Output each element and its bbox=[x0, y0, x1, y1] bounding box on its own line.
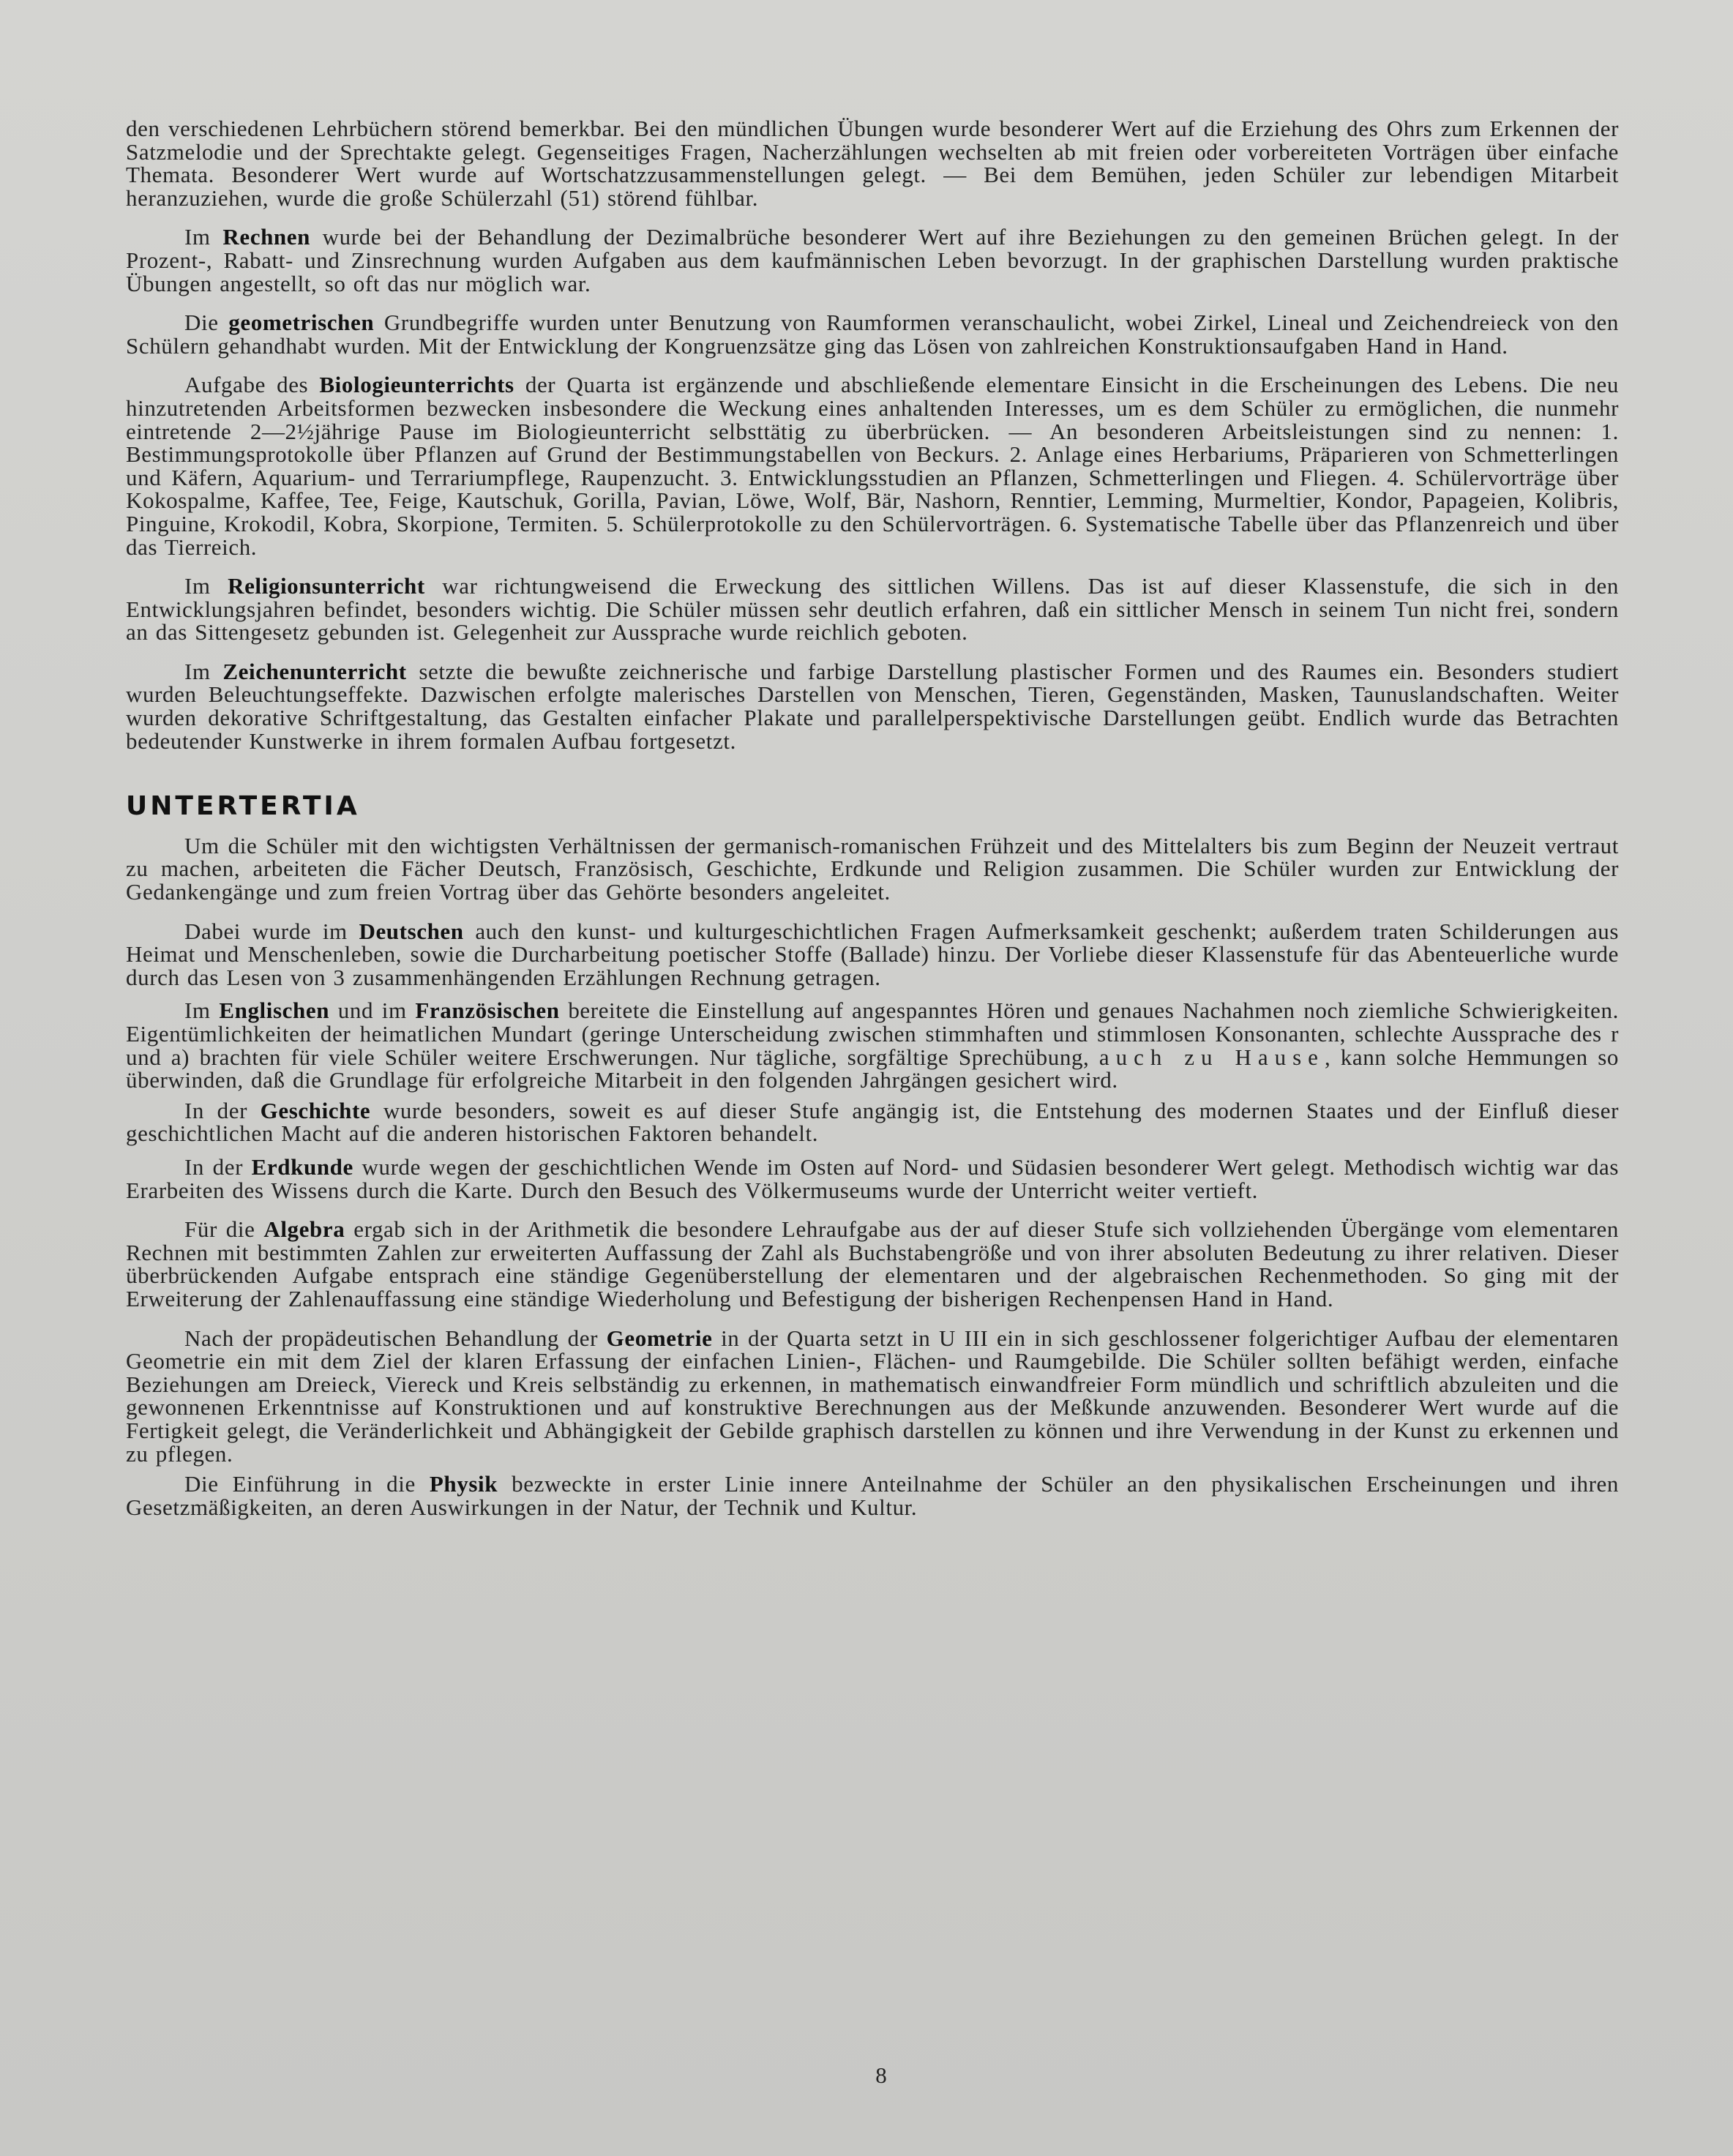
paragraph-geschichte: In der Geschichte wurde besonders, soweit es auf dieser Stufe angängig ist, die Entstehung des modernen Staates und der Einfluß dieser geschichtlichen Macht auf die anderen historischen Faktoren behandelt. bbox=[126, 1097, 1620, 1147]
paragraph-erdkunde: In der Erdkunde wurde wegen der geschichtlichen Wende im Osten auf Nord- und Südasien besonderer Wert gelegt. Methodisch wichtig war das Erarbeiten des Wissens durch die Karte. Durch den Besuch des Völkermuseums wurde der Unterricht weiter vertieft. bbox=[126, 1153, 1620, 1203]
subject-keyword: Algebra bbox=[263, 1216, 345, 1243]
paragraph-zeichnen: Im Zeichenunterricht setzte die bewußte zeichnerische und farbige Darstellung plastischer Formen und des Raumes ein. Besonders studiert wurden Beleuchtungseffekte. Dazwischen erfolgte malerisches Darstellen von Menschen, Tieren, Gegenständen, Masken, Taunuslandschaften. Weiter wurden dekorative Schriftgestaltung, das Gestalten einfacher Plakate und parallelperspektivische Darstellungen geübt. Endlich wurde das Betrachten bedeutender Kunstwerke in ihrem formalen Aufbau fortgesetzt. bbox=[126, 658, 1619, 754]
paragraph-sprachen: Im Englischen und im Französischen bereitete die Einstellung auf angespanntes Hören und genaues Nachahmen noch ziemliche Schwierigkeiten. Eigentümlichkeiten der heimatlichen Mundart (geringe Unterscheidung zwischen stimmhaften und stimmlosen Konsonanten, schlechte Aussprache des r und a) brachten für viele Schüler weitere Erschwerungen. Nur tägliche, sorgfältige Sprechübung, auch zu Hause, kann solche Hemmungen so überwinden, daß die Grundlage für erfolgreiche Mitarbeit in den folgenden Jahrgängen gesichert wird. bbox=[126, 997, 1620, 1093]
paragraph-intro-untertertia bbox=[126, 834, 1619, 904]
page-body bbox=[126, 117, 1619, 1535]
subject-keyword: Geschichte bbox=[260, 1097, 371, 1123]
subject-keyword: Physik bbox=[429, 1471, 498, 1497]
emphasized-text: auch zu Hause bbox=[1098, 1044, 1325, 1070]
subject-keyword: Rechnen bbox=[222, 224, 310, 250]
subject-keyword: Zeichenunterricht bbox=[222, 658, 407, 684]
subject-keyword: Französischen bbox=[415, 997, 560, 1024]
paragraph-geometrie: Nach der propädeutischen Behandlung der Geometrie in der Quarta setzt in U III ein in sich geschlossener folgerichtiger Aufbau der elementaren Geometrie ein mit dem Ziel der klaren Erfassung der einfachen Linien-, Flächen- und Raumgebilde. Die Schüler sollten befähigt werden, einfache Beziehungen am Dreieck, Viereck und Kreis selbständig zu erkennen, in mathematisch einwandfreier Form mündlich und schriftlich abzuleiten und die gewonnenen Erkenntnisse auf Konstruktionen und auf konstruktive Berechnungen aus der Meßkunde anzuwenden. Besonderer Wert wurde auf die Fertigkeit gelegt, die Veränderlichkeit und Abhängigkeit der Gebilde graphisch darstellen zu können und ihre Verwendung in der Kunst zu erkennen und zu pflegen. bbox=[126, 1325, 1620, 1467]
subject-keyword: Erdkunde bbox=[251, 1153, 353, 1180]
paragraph-biologie: Aufgabe des Biologieunterrichts der Quarta ist ergänzende und abschließende elementare Einsicht in die Erscheinungen des Lebens. Die neu hinzutretenden Arbeitsformen bezwecken insbesondere die Weckung eines anhaltenden Interesses, um es dem Schüler zu ermöglichen, die nunmehr eintretende 2—2½jährige Pause im Biologieunterricht selbsttätig zu überbrücken. — An besonderen Arbeitsleistungen sind zu nennen: 1. Bestimmungsprotokolle über Pflanzen auf Grund der Bestimmungstabellen von Beckurs. 2. Anlage eines Herbariums, Präparieren von Schmetterlingen und Käfern, Aquarium- und Terrariumpflege, Raupenzucht. 3. Entwicklungsstudien an Pflanzen, Schmetterlingen und Fliegen. 4. Schülervorträge über Kokospalme, Kaffee, Tee, Feige, Kautschuk, Gorilla, Pavian, Löwe, Wolf, Bär, Nashorn, Renntier, Lemming, Murmeltier, Kondor, Papageien, Kolibris, Pinguine, Krokodil, Kobra, Skorpione, Termiten. 5. Schülerprotokolle zu den Schülervorträgen. 6. Systematische Tabelle über das Pflanzenreich und über das Tierreich. bbox=[126, 372, 1619, 560]
section-heading: UNTERTERTIA bbox=[126, 791, 360, 822]
subject-keyword: Religionsunterricht bbox=[228, 573, 425, 599]
subject-keyword: Geometrie bbox=[606, 1325, 713, 1351]
paragraph-text: Um die Schüler mit den wichtigsten Verhältnissen der germanisch-romanischen Frühzeit und des Mittelalters bis zum Beginn der Neuzeit vertraut zu machen, arbeiteten die Fächer Deutsch, Französisch, Geschichte, Erdkunde und Religion zusammen. Die Schüler wurden zur Entwicklung der Gedankengänge und zum freien Vortrag über das Gehörte besonders angeleitet. bbox=[126, 832, 1619, 905]
paragraph-text: den verschiedenen Lehrbüchern störend bemerkbar. Bei den mündlichen Übungen wurde besonderer Wert auf die Erziehung des Ohrs zum Erkennen der Satzmelodie und der Sprechtakte gelegt. Gegenseitiges Fragen, Nacherzählungen wechselten ab mit freien oder vorbereiteten Vorträgen über einfache Themata. Besonderer Wert wurde auf Wortschatzzusammenstellungen gelegt. — Bei dem Bemühen, jeden Schüler zur lebendigen Mitarbeit heranzuziehen, wurde die große Schülerzahl (51) störend fühlbar. bbox=[126, 116, 1619, 211]
page-number: 8 bbox=[875, 2062, 887, 2088]
paragraph-geometrie-quarta: Die geometrischen Grundbegriffe wurden unter Benutzung von Raumformen veranschaulicht, wobei Zirkel, Lineal und Zeichendreieck von den Schülern gehandhabt wurden. Mit der Entwicklung der Kongruenzsätze ging das Lösen von zahlreichen Konstruktionsaufgaben Hand in Hand. bbox=[126, 310, 1619, 359]
paragraph-physik: Die Einführung in die Physik bezweckte in erster Linie innere Anteilnahme der Schüler an den physikalischen Erscheinungen und ihren Gesetzmäßigkeiten, an deren Auswirkungen in der Natur, der Technik und Kultur. bbox=[126, 1471, 1619, 1520]
subject-keyword: Deutschen bbox=[359, 918, 464, 944]
subject-keyword: Biologieunterrichts bbox=[319, 372, 514, 398]
paragraph-rechnen: Im Rechnen wurde bei der Behandlung der Dezimalbrüche besonderer Wert auf ihre Beziehungen zu den gemeinen Brüchen gelegt. In der Prozent-, Rabatt- und Zinsrechnung wurden Aufgaben aus dem kaufmännischen Leben bevorzugt. In der graphischen Darstellung wurden praktische Übungen angestellt, so oft das nur möglich war. bbox=[126, 224, 1619, 296]
subject-keyword: geometrischen bbox=[228, 310, 375, 336]
subject-keyword: Englischen bbox=[219, 997, 330, 1024]
paragraph-deutsch: Dabei wurde im Deutschen auch den kunst- und kulturgeschichtlichen Fragen Aufmerksamkeit geschenkt; außerdem traten Schilderungen aus Heimat und Menschenleben, sowie die Durcharbeitung poetischer Stoffe (Ballade) hinzu. Der Vorliebe dieser Klassenstufe für das Abenteuerliche wurde durch das Lesen von 3 zusammenhängenden Erzählungen Rechnung getragen. bbox=[126, 918, 1619, 990]
paragraph-algebra: Für die Algebra ergab sich in der Arithmetik die besondere Lehraufgabe aus der auf dieser Stufe sich vollziehenden Übergänge vom elementaren Rechnen mit bestimmten Zahlen zur erweiterten Auffassung der Zahl als Buchstabengröße und von ihrer absoluten Bedeutung zu ihrer relativen. Dieser überbrückenden Aufgabe entsprach eine ständige Gegenüberstellung der elementaren und der algebraischen Rechenmethoden. So ging mit der Erweiterung der Zahlenauffassung eine ständige Wiederholung und Befestigung der bisherigen Rechenpensen Hand in Hand. bbox=[126, 1216, 1619, 1311]
paragraph-continuation bbox=[126, 117, 1619, 209]
paragraph-religion: Im Religionsunterricht war richtungweisend die Erweckung des sittlichen Willens. Das ist auf dieser Klassenstufe, die sich in den Entwicklungsjahren befindet, besonders wichtig. Die Schüler müssen sehr deutlich erfahren, daß ein sittlicher Mensch in seinem Tun nicht frei, sondern an das Sittengesetz gebunden ist. Gelegenheit zur Aussprache wurde reichlich geboten. bbox=[126, 573, 1619, 645]
